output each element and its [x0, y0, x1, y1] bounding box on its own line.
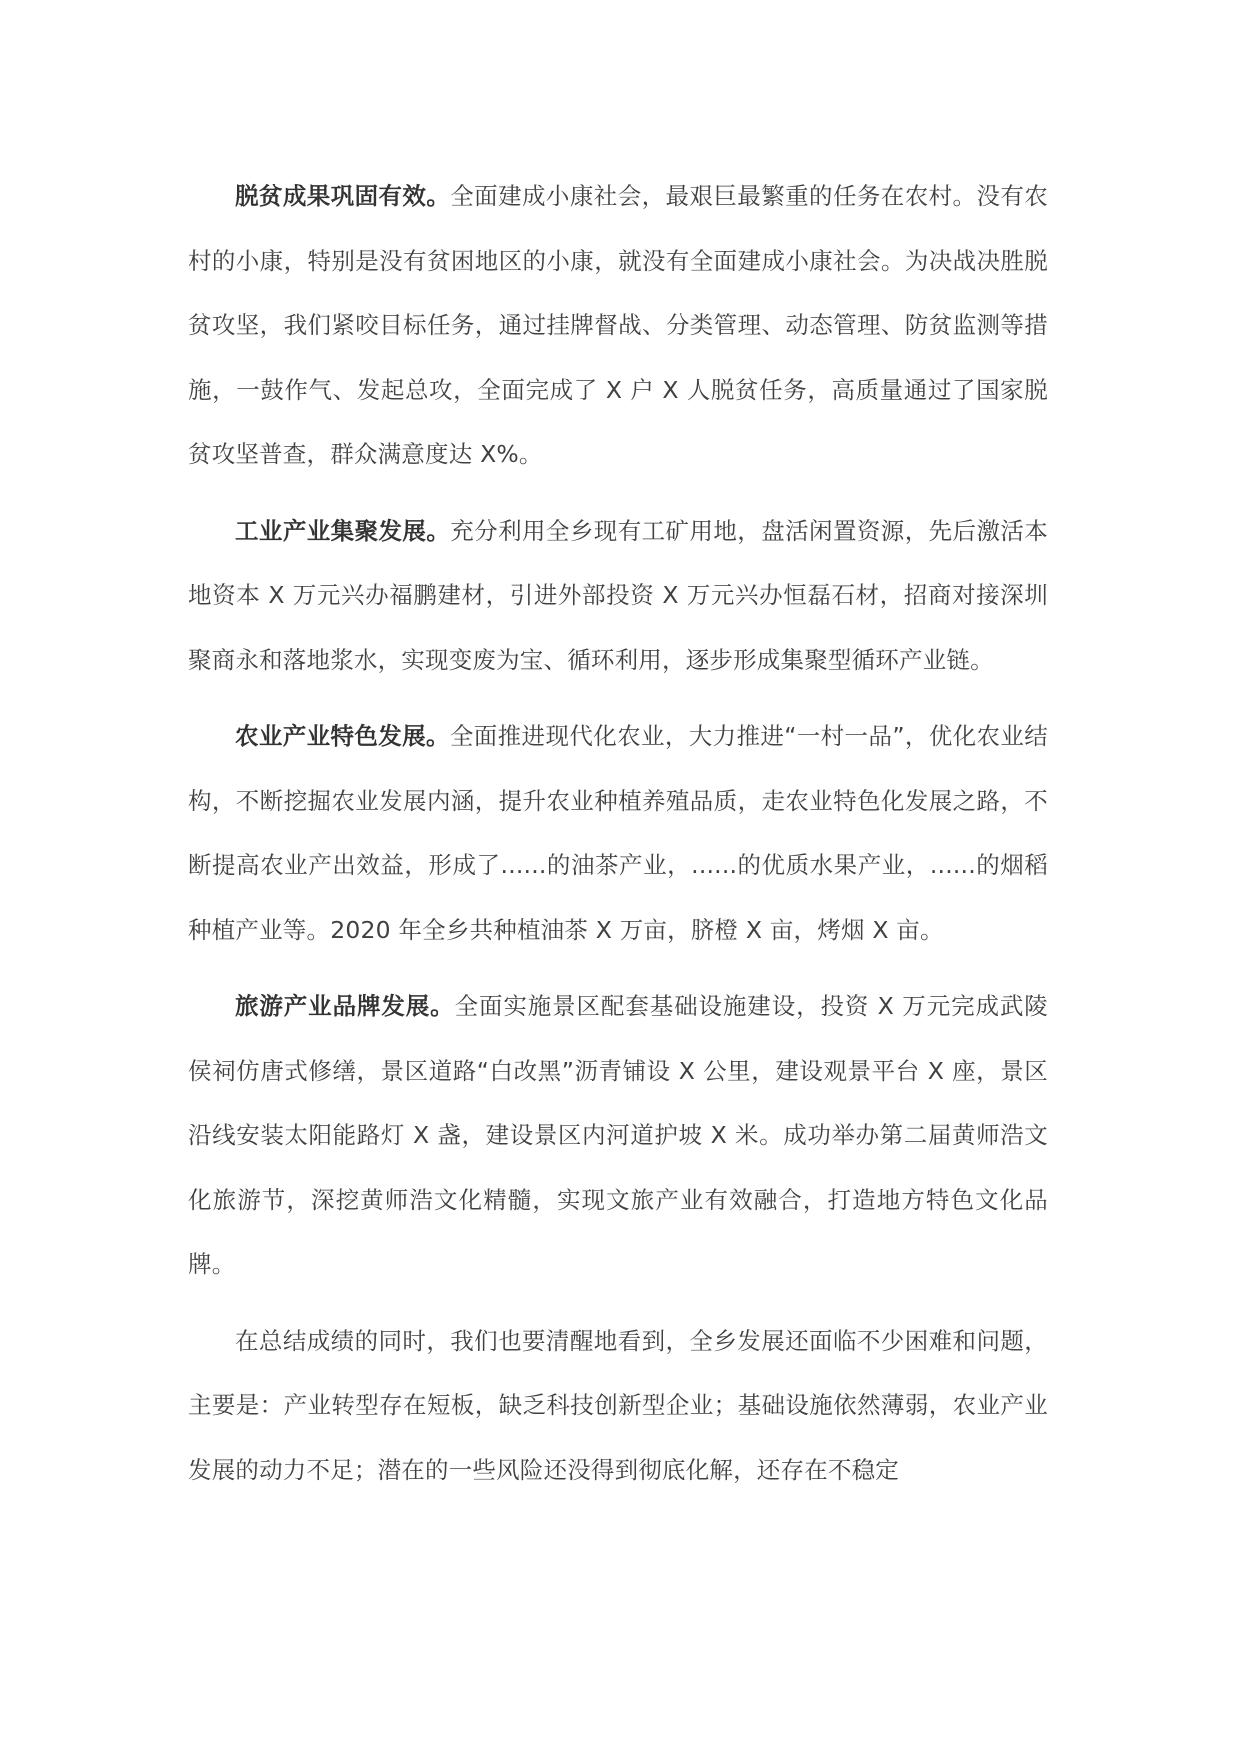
- paragraph-poverty-alleviation: [188, 164, 1048, 487]
- paragraph-text: 在总结成绩的同时，我们也要清醒地看到，全乡发展还面临不少困难和问题，主要是：产业转型存在短板，缺乏科技创新型企业；基础设施依然薄弱，农业产业发展的动力不足；潜在的一些风险还没得到彻底化解，还存在不稳定: [188, 1326, 1048, 1484]
- paragraph-problems: [188, 1309, 1048, 1503]
- paragraph-text: 全面建成小康社会，最艰巨最繁重的任务在农村。没有农村的小康，特别是没有贫困地区的小康，就没有全面建成小康社会。为决战决胜脱贫攻坚，我们紧咬目标任务，通过挂牌督战、分类管理、动态管理、防贫监测等措施，一鼓作气、发起总攻，全面完成了 X 户 X 人脱贫任务，高质量通过了国家脱贫攻坚普查，群众满意度达 X%。: [188, 182, 1048, 468]
- paragraph-heading: 旅游产业品牌发展。: [235, 992, 455, 1020]
- document-body: [188, 164, 1048, 1514]
- paragraph-heading: 脱贫成果巩固有效。: [235, 182, 451, 210]
- paragraph-text: 全面推进现代化农业，大力推进“一村一品”，优化农业结构，不断挖掘农业发展内涵，提升农业种植养殖品质，走农业特色化发展之路，不断提高农业产出效益，形成了......的油茶产业，......的优质水果产业，......的烟稻种植产业等。2020 年全乡共种植油茶 X 万亩，脐橙 X 亩，烤烟 X 亩。: [188, 722, 1048, 944]
- paragraph-heading: 工业产业集聚发展。: [235, 516, 451, 545]
- paragraph-text: 充分利用全乡现有工矿用地，盘活闲置资源，先后激活本地资本 X 万元兴办福鹏建材，引进外部投资 X 万元兴办恒磊石材，招商对接深圳聚商永和落地浆水，实现变废为宝、循环利用，逐步形成集聚型循环产业链。: [188, 516, 1048, 674]
- paragraph-heading: 农业产业特色发展。: [235, 722, 450, 750]
- paragraph-text: 全面实施景区配套基础设施建设，投资 X 万元完成武陵侯祠仿唐式修缮，景区道路“白改黑”沥青铺设 X 公里，建设观景平台 X 座，景区沿线安装太阳能路灯 X 盏，建设景区内河道护坡 X 米。成功举办第二届黄师浩文化旅游节，深挖黄师浩文化精髓，实现文旅产业有效融合，打造地方特色文化品牌。: [188, 992, 1048, 1278]
- paragraph-tourism: [188, 974, 1048, 1297]
- paragraph-industry: [188, 499, 1048, 693]
- paragraph-agriculture: [188, 704, 1048, 962]
